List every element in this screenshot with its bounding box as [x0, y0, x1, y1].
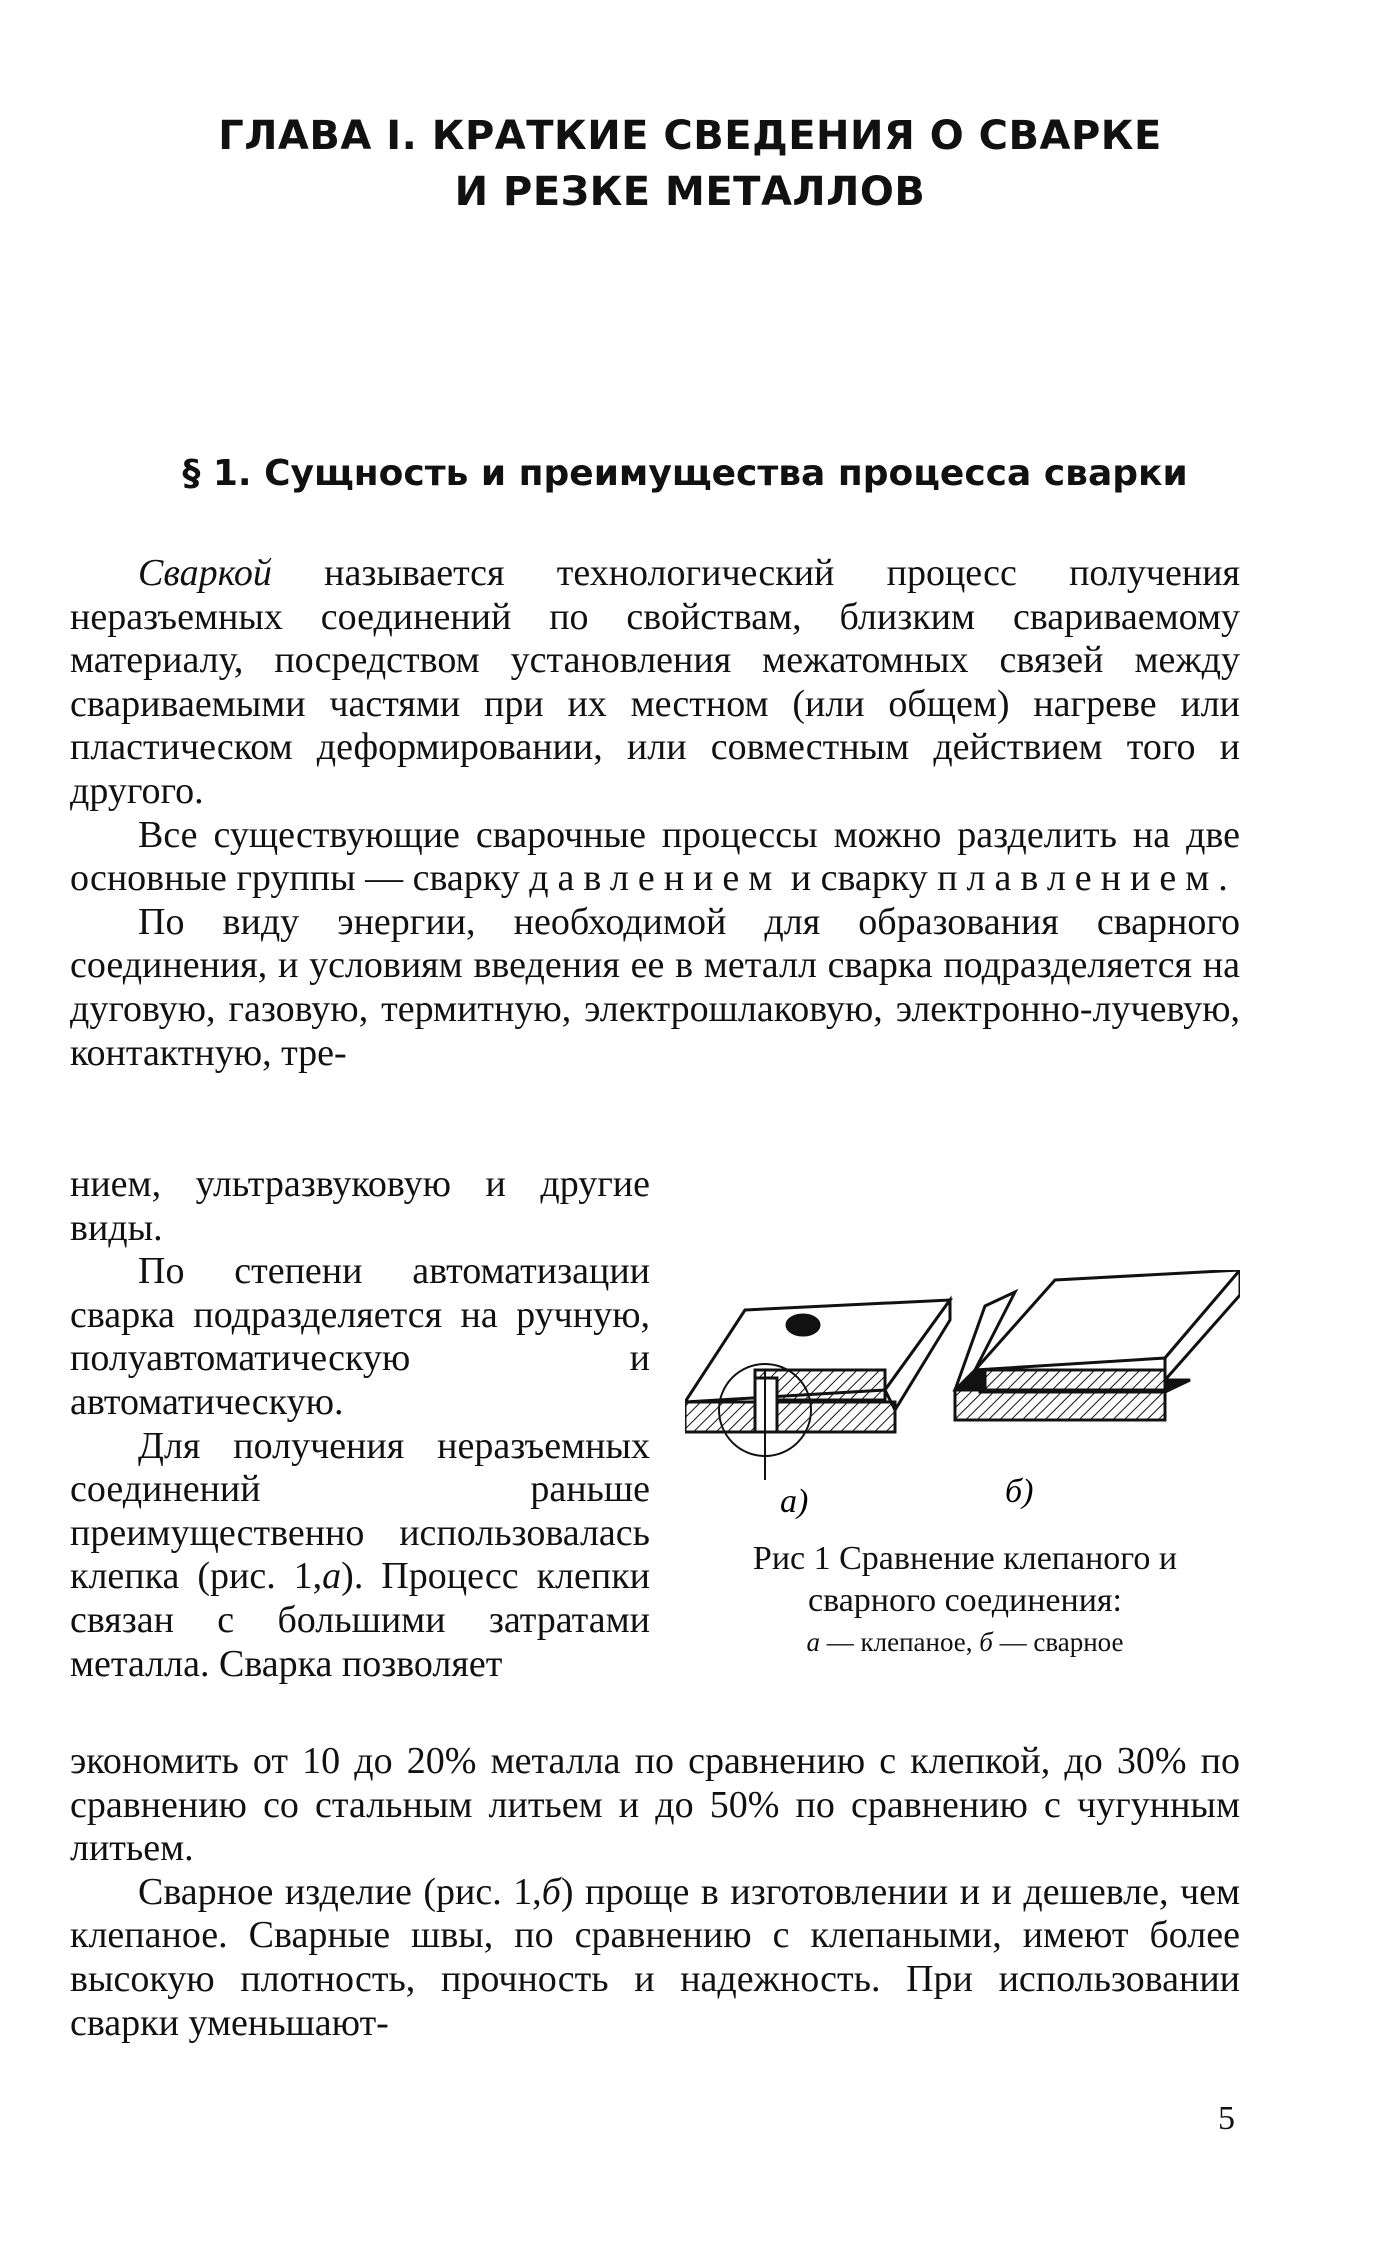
term-svarka: Сваркой: [138, 552, 272, 594]
chapter-title: [140, 108, 1240, 220]
figure-caption: [690, 1538, 1240, 1662]
spaced-term-plavleniem: плавлением: [937, 857, 1219, 900]
figure-caption-legend: а — клепаное, б — сварное: [806, 1627, 1124, 1657]
chapter-title-line-2: И РЕЗКЕ МЕТАЛЛОВ: [454, 169, 926, 215]
paragraph-2: Все существующие сварочные процессы можно разделить на две основные группы — сварку давлением и сварку плавлением.: [70, 813, 1240, 900]
figure-caption-title: Рис 1 Сравнение клепаного и сварного соединения:: [752, 1540, 1178, 1619]
section-title: § 1. Сущность и преимущества процесса сварки: [182, 453, 1188, 494]
paragraph-5-continued: экономить от 10 до 20% металла по сравнению с клепкой, до 30% по сравнению со стальным литьем и до 50% по сравнению с чугунным литьем.: [70, 1740, 1240, 1870]
paragraph-3: По виду энергии, необходимой для образования сварного соединения, и условиям введения ее в металл сварка подразделяется на дуговую, газовую, термитную, электрошлаковую, электронно-лучевую, контактную, тре-: [70, 900, 1240, 1074]
paragraph-6: Сварное изделие (рис. 1,б) проще в изготовлении и и дешевле, чем клепаное. Сварные швы, по сравнению с клепаными, имеют более высокую плотность, прочность и надежность. При использовании сварки уменьшают-: [70, 1870, 1240, 2044]
figure-label-b: б): [1005, 1473, 1034, 1510]
paragraph-4: По степени автоматизации сварка подразделяется на ручную, полуавтоматическую и автоматическую.: [70, 1250, 650, 1423]
rivet-head-icon: [787, 1315, 819, 1335]
paragraph-3-tail: нием, ультразвуковую и другие виды.: [70, 1163, 650, 1249]
page-number: 5: [1218, 2100, 1235, 2137]
paragraph-block-column: [70, 1163, 650, 1686]
riveted-joint-drawing: [685, 1300, 950, 1480]
spaced-term-davleniem: давлением: [529, 857, 782, 900]
chapter-title-line-1: ГЛАВА I. КРАТКИЕ СВЕДЕНИЯ О СВАРКЕ: [218, 113, 1162, 159]
paragraph-5-column: Для получения неразъемных соединений раньше преимущественно использовалась клепка (рис. 1,а). Процесс клепки связан с большими затратами металла. Сварка позволяет: [70, 1424, 650, 1685]
welded-joint-drawing: [955, 1270, 1240, 1420]
figure-rivet-vs-weld: [685, 1270, 1240, 1530]
paragraph-1: Сваркой называется технологический процесс получения неразъемных соединений по свойствам, близким свариваемому материалу, посредством установления межатомных связей между свариваемыми частями при их местном (или общем) нагреве или пластическом деформировании, или совместным действием того и другого.: [70, 552, 1240, 812]
figure-label-a: а): [780, 1483, 809, 1520]
paragraph-block-top: [70, 552, 1240, 1075]
paragraph-block-bottom: [70, 1740, 1240, 2045]
